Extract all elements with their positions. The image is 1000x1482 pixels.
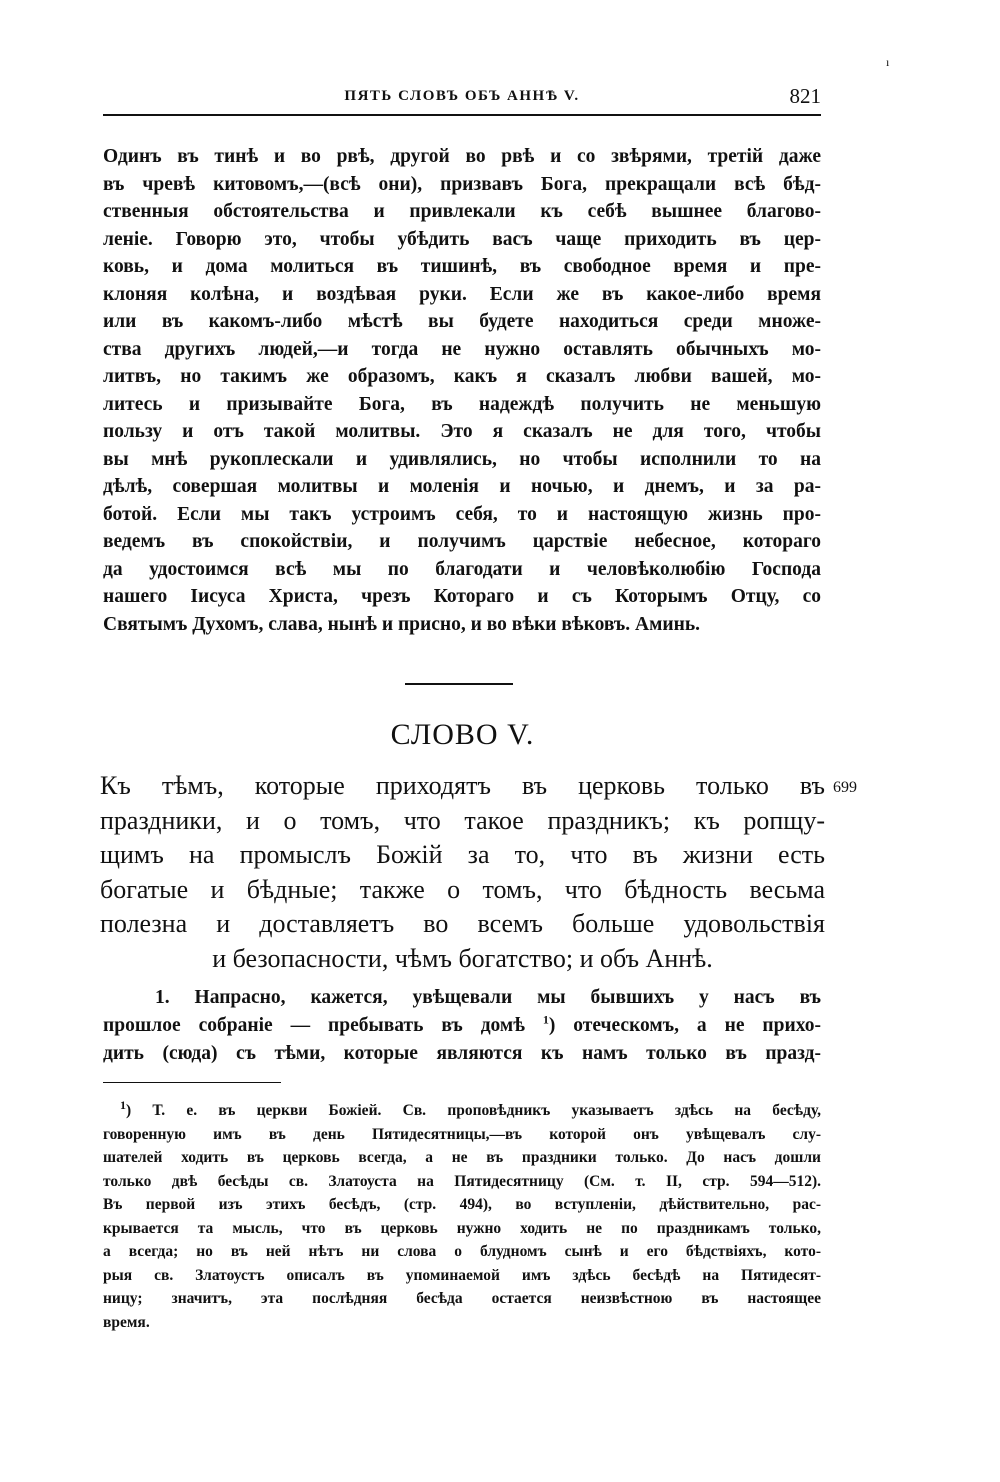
footnote	[103, 1099, 821, 1334]
body-line: ковь, и дома молиться въ тишинѣ, въ свободное время и пре-	[103, 256, 821, 277]
footnote-text: ) Т. е. въ церкви Божіей. Св. проповѣдникъ указываетъ здѣсь на бесѣду,	[126, 1102, 821, 1119]
footnote-line: шателей ходить въ церковь всегда, а не въ праздники только. До насъ дошли	[103, 1149, 821, 1166]
body-text	[103, 143, 821, 638]
running-title: ПЯТЬ СЛОВЪ ОБЪ АННѢ V.	[344, 88, 580, 104]
body-line: леніе. Говорю это, чтобы убѣдить васъ чаще приходить въ цер-	[103, 228, 821, 250]
body-line: литесь и призывайте Бога, въ надеждѣ получить не меньшую	[103, 393, 821, 415]
corner-mark: ı	[886, 55, 890, 69]
footnote-line: ницу; значитъ, эта послѣдняя бесѣда остается неизвѣстною въ настоящее	[103, 1290, 821, 1307]
body-line: ботой. Если мы такъ устроимъ себя, то и настоящую жизнь про-	[103, 503, 821, 525]
footnote-marker: 1	[120, 1097, 126, 1112]
body-line: Святымъ Духомъ, слава, нынѣ и присно, и во вѣки вѣковъ. Аминь.	[103, 613, 701, 635]
margin-number: 699	[833, 779, 857, 796]
section-divider	[405, 683, 513, 685]
page-header	[103, 86, 821, 116]
footnote-line: крывается та мысль, что въ церковь нужно ходить не по праздникамъ только,	[103, 1219, 821, 1237]
body-line: ства другихъ людей,—и тогда не нужно оставлять обычныхъ мо-	[103, 338, 821, 360]
body-line: дѣлѣ, совершая молитвы и моленія и ночью, и днемъ, и за ра-	[103, 476, 821, 497]
subtitle-line: и безопасности, чѣмъ богатство; и объ Аннѣ.	[212, 943, 713, 973]
subtitle-line: Къ тѣмъ, которые приходятъ въ церковь только въ	[100, 771, 825, 800]
paragraph-line: дить (сюда) съ тѣми, которые являются къ намъ только въ празд-	[103, 1043, 821, 1064]
footnote-reference[interactable]: 1	[542, 1012, 549, 1027]
section-subtitle	[100, 769, 825, 976]
subtitle-line: полезна и доставляетъ во всемъ больше удовольствія	[100, 909, 825, 938]
footnote-line	[103, 1099, 821, 1123]
body-line: клоняя колѣна, и воздѣвая руки. Если же въ какое-либо время	[103, 283, 821, 305]
paragraph-line: 1. Напрасно, кажется, увѣщевали мы бывшихъ у насъ въ	[155, 987, 821, 1008]
page-number: 821	[789, 84, 821, 108]
footnote-line: время.	[103, 1313, 150, 1331]
body-line: пользу и отъ такой молитвы. Это я сказалъ не для того, чтобы	[103, 421, 821, 442]
body-line: нашего Іисуса Христа, чрезъ Котораго и съ Которымъ Отцу, со	[103, 586, 821, 607]
body-line: вы мнѣ рукоплескали и удивлялись, но чтобы исполнили то на	[103, 448, 821, 470]
paragraph-one	[103, 984, 821, 1068]
footnote-line: только двѣ бесѣды св. Златоуста на Пятидесятницу (См. т. II, стр. 594—512).	[103, 1172, 821, 1190]
body-line: литвъ, но такимъ же образомъ, какъ я сказалъ любви вашей, мо-	[103, 366, 821, 387]
subtitle-line: праздники, и о томъ, что такое праздникъ; къ ропщу-	[100, 805, 825, 835]
footnote-rule	[103, 1082, 281, 1083]
subtitle-line: щимъ на промыслъ Божій за то, что въ жизни есть	[100, 840, 825, 869]
footnote-line: говоренную имъ въ день Пятидесятницы,—въ которой онъ увѣщевалъ слу-	[103, 1125, 821, 1143]
body-line: ственныя обстоятельства и привлекали къ себѣ вышнее благово-	[103, 201, 821, 222]
paragraph-text: ) отеческомъ, а не прихо-	[548, 1015, 821, 1036]
paragraph-line	[103, 1012, 821, 1040]
footnote-line: Въ первой изъ этихъ бесѣдъ, (стр. 494), во вступленіи, дѣйствительно, рас-	[103, 1196, 821, 1213]
footnote-line: а всегда; но въ ней нѣтъ ни слова о блудномъ сынѣ и его бѣдствіяхъ, кото-	[103, 1243, 821, 1260]
body-line: или въ какомъ-либо мѣстѣ вы будете находиться среди множе-	[103, 311, 821, 332]
subtitle-line: богатые и бѣдные; также о томъ, что бѣдность весьма	[100, 874, 825, 904]
paragraph-text: прошлое собраніе — пребывать въ домѣ	[103, 1015, 543, 1036]
footnote-line: рыя св. Златоустъ описалъ въ упоминаемой имъ здѣсь бесѣдѣ на Пятидесят-	[103, 1266, 821, 1284]
body-line: ведемъ въ спокойствіи, и получимъ царствіе небесное, котораго	[103, 531, 821, 552]
section-title: СЛОВО V.	[390, 718, 535, 751]
body-line: Одинъ въ тинѣ и во рвѣ, другой во рвѣ и со звѣрями, третій даже	[103, 146, 821, 167]
body-line: въ чревѣ китовомъ,—(всѣ они), призвавъ Бога, прекращали всѣ бѣд-	[103, 173, 821, 195]
body-line: да удостоимся всѣ мы по благодати и человѣколюбію Господа	[103, 558, 821, 580]
